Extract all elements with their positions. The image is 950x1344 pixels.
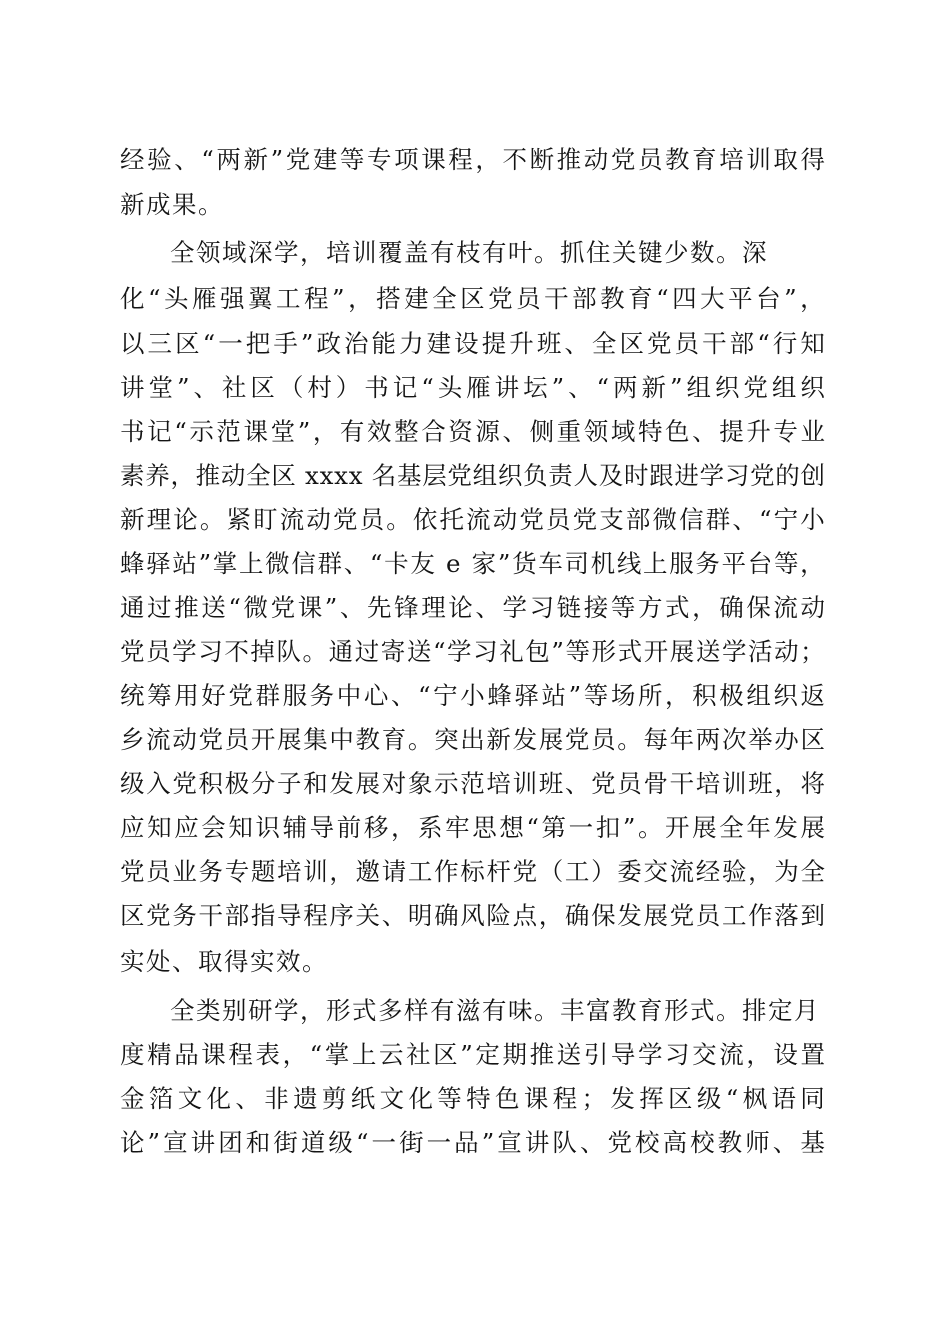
text-line: 实处、取得实效。 <box>120 947 328 976</box>
text-line: 区 党 务 干 部 指 导 程 序 关 、 明 确 风 险 点 ， 确 保 发 展 党 员 工 作 落 到 <box>120 901 825 930</box>
text-line: 乡 流 动 党 员 开 展 集 中 教 育 。 突 出 新 发 展 党 员 。 每 年 两 次 举 办 区 <box>120 725 825 754</box>
text-line: 党 员 学 习 不 掉 队 。 通 过 寄 送 “ 学 习 礼 包 ” 等 形 式 开 展 送 学 活 动 ； <box>120 637 825 666</box>
text-line: 经 验 、 “ 两 新 ” 党 建 等 专 项 课 程 ， 不 断 推 动 党 员 教 育 培 训 取 得 <box>120 145 825 174</box>
text-line: 论 ” 宣 讲 团 和 街 道 级 “ 一 街 一 品 ” 宣 讲 队 、 党 校 高 校 教 师 、 基 <box>120 1128 825 1157</box>
text-line: 应 知 应 会 知 识 辅 导 前 移 ， 系 牢 思 想 “ 第 一 扣 ” 。 开 展 全 年 发 展 <box>120 813 825 842</box>
text-line: 度 精 品 课 程 表 ， “ 掌 上 云 社 区 ” 定 期 推 送 引 导 学 习 交 流 ， 设 置 <box>120 1040 825 1069</box>
text-line: 书 记 “ 示 范 课 堂 ” ， 有 效 整 合 资 源 、 侧 重 领 域 特 色 、 提 升 专 业 <box>120 417 825 446</box>
text-line: 新成果。 <box>120 190 224 219</box>
text-line: 素 养 ， 推 动 全 区 x x x x 名 基 层 党 组 织 负 责 人 及 时 跟 进 学 习 党 的 创 <box>120 461 825 490</box>
text-line: 化 “ 头 雁 强 翼 工 程 ” ， 搭 建 全 区 党 员 干 部 教 育 “ 四 大 平 台 ” ， <box>120 284 825 313</box>
text-line: 级 入 党 积 极 分 子 和 发 展 对 象 示 范 培 训 班 、 党 员 骨 干 培 训 班 ， 将 <box>120 769 825 798</box>
text-line: 新 理 论 。 紧 盯 流 动 党 员 。 依 托 流 动 党 员 党 支 部 微 信 群 、 “ 宁 小 <box>120 505 825 534</box>
text-line: 讲 堂 ” 、 社 区 （ 村 ） 书 记 “ 头 雁 讲 坛 ” 、 “ 两 新 ” 组 织 党 组 织 <box>120 373 825 402</box>
text-line: 统 筹 用 好 党 群 服 务 中 心 、 “ 宁 小 蜂 驿 站 ” 等 场 所 ， 积 极 组 织 返 <box>120 681 825 710</box>
paragraph-first-line: 全类别研学，形式多样有滋有味。丰富教育形式。排定月 <box>170 996 820 1025</box>
text-line: 蜂 驿 站 ” 掌 上 微 信 群 、 “ 卡 友 e 家 ” 货 车 司 机 线 上 服 务 平 台 等 ， <box>120 549 825 578</box>
text-line: 以 三 区 “ 一 把 手 ” 政 治 能 力 建 设 提 升 班 、 全 区 党 员 干 部 “ 行 知 <box>120 329 825 358</box>
paragraph-first-line: 全领域深学，培训覆盖有枝有叶。抓住关键少数。深 <box>170 238 768 267</box>
text-line: 通 过 推 送 “ 微 党 课 ” 、 先 锋 理 论 、 学 习 链 接 等 方 式 ， 确 保 流 动 <box>120 593 825 622</box>
text-line: 党 员 业 务 专 题 培 训 ， 邀 请 工 作 标 杆 党 （ 工 ） 委 交 流 经 验 ， 为 全 <box>120 857 825 886</box>
text-line: 金 箔 文 化 、 非 遗 剪 纸 文 化 等 特 色 课 程 ； 发 挥 区 级 “ 枫 语 同 <box>120 1084 825 1113</box>
